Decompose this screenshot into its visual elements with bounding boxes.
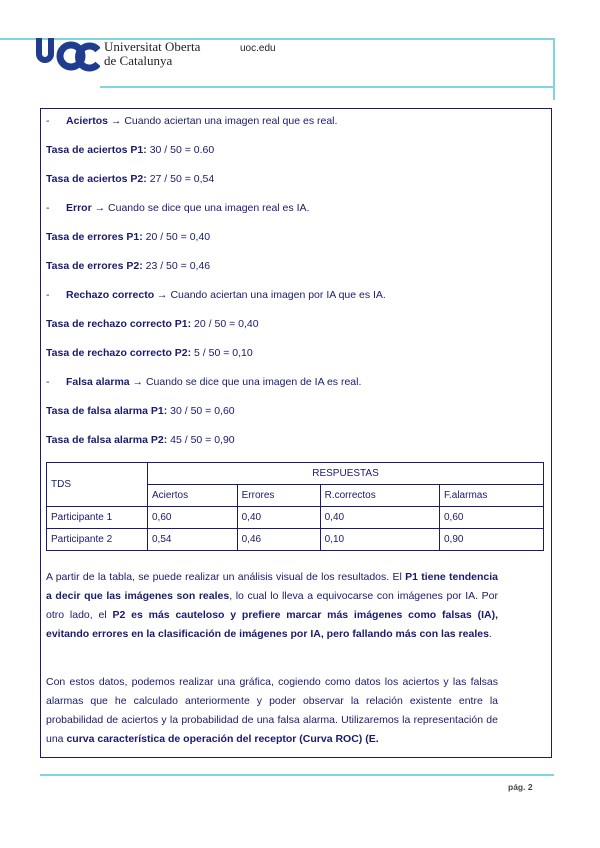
rate-value: 30 / 50 = 0,60 <box>167 405 235 417</box>
paragraph-text: . <box>488 628 492 640</box>
table-cell: 0,40 <box>237 507 320 529</box>
bullet-desc: → Cuando se dice que una imagen real es IA. <box>91 202 310 214</box>
table-cell: 0,46 <box>237 529 320 551</box>
bullet-rechazo: - Rechazo correcto → Cuando aciertan una imagen por IA que es IA. <box>46 289 386 301</box>
table-header-row <box>47 463 544 485</box>
rate-line <box>46 231 210 243</box>
rate-value: 20 / 50 = 0,40 <box>142 231 211 243</box>
website-link[interactable]: uoc.edu <box>240 43 276 54</box>
row-label: Participante 2 <box>47 529 148 551</box>
table-cell: 0,60 <box>148 507 238 529</box>
paragraph-text: , lo cual lo lleva a equivocarse con imágenes por IA. Por otro lado, el <box>46 590 499 621</box>
bullet-term: Error <box>66 202 92 214</box>
bullet-desc: → Cuando aciertan una imagen real que es real. <box>108 115 338 127</box>
bullet-term: Aciertos <box>66 115 109 127</box>
rate-label: Tasa de aciertos P2: <box>46 173 147 185</box>
table-cell: 0,10 <box>320 529 439 551</box>
rate-value: 23 / 50 = 0,46 <box>142 260 211 272</box>
rate-line <box>46 434 235 446</box>
rate-value: 27 / 50 = 0,54 <box>146 173 215 185</box>
rate-label: Tasa de errores P1: <box>46 231 143 243</box>
bullet-desc: → Cuando aciertan una imagen por IA que es IA. <box>154 289 386 301</box>
table-row <box>47 529 544 551</box>
column-header: R.correctos <box>320 485 439 507</box>
paragraph-text: A partir de la tabla, se puede realizar un análisis visual de los resultados. El <box>46 571 406 583</box>
rate-line <box>46 260 210 272</box>
results-table <box>46 462 544 551</box>
column-header: F.alarmas <box>440 485 544 507</box>
paragraph-bold: curva característica de operación del receptor (Curva ROC) (E. <box>66 733 379 745</box>
page-header <box>0 0 600 100</box>
paragraph-bold: P2 es más cauteloso y prefiere marcar más imágenes como falsas (IA), evitando errores en la clasificación de imágenes por IA, pero fallando más con las reales <box>46 609 498 640</box>
university-line-1: Universitat Oberta <box>104 39 201 54</box>
bullet-falsa-alarma: - Falsa alarma → Cuando se dice que una imagen de IA es real. <box>46 376 362 388</box>
page-number: pág. 2 <box>508 782 533 792</box>
table-cell: 0,60 <box>440 507 544 529</box>
rate-line <box>46 144 214 156</box>
rate-label: Tasa de falsa alarma P1: <box>46 405 168 417</box>
rate-line <box>46 347 253 359</box>
table-cell: 0,90 <box>440 529 544 551</box>
table-corner: TDS <box>47 463 148 507</box>
rate-line <box>46 318 259 330</box>
rate-line <box>46 173 214 185</box>
university-name <box>104 40 200 68</box>
rate-value: 45 / 50 = 0,90 <box>167 434 235 446</box>
bullet-desc: → Cuando se dice que una imagen de IA es real. <box>129 376 362 388</box>
rate-label: Tasa de errores P2: <box>46 260 143 272</box>
bullet-error: - Error → Cuando se dice que una imagen real es IA. <box>46 202 310 214</box>
header-rule-right <box>553 38 555 100</box>
paragraph-text: Con estos datos, podemos realizar una gráfica, cogiendo como datos los aciertos y las falsas alarmas que he calculado anteriormente y poder observar la relación existente entre la probabilidad de aciertos y la probabilidad de una falsa alarma. Utilizaremos la representación de una <box>46 676 498 745</box>
rate-value: 30 / 50 = 0.60 <box>146 144 215 156</box>
paragraph-bold: P1 tiene tendencia a decir que las imágenes son reales <box>46 571 498 602</box>
rate-value: 5 / 50 = 0,10 <box>191 347 253 359</box>
bullet-aciertos: - Aciertos → Cuando aciertan una imagen real que es real. <box>46 115 338 127</box>
table-row <box>47 507 544 529</box>
rate-line <box>46 405 235 417</box>
header-rule-bottom <box>100 86 555 88</box>
footer-rule <box>40 774 554 776</box>
bullet-term: Falsa alarma <box>66 376 130 388</box>
table-cell: 0,40 <box>320 507 439 529</box>
uoc-logo-icon <box>34 36 100 76</box>
row-label: Participante 1 <box>47 507 148 529</box>
rate-label: Tasa de falsa alarma P2: <box>46 434 168 446</box>
table-cell: 0,54 <box>148 529 238 551</box>
column-header: Errores <box>237 485 320 507</box>
rate-label: Tasa de aciertos P1: <box>46 144 147 156</box>
table-group-header: RESPUESTAS <box>148 463 544 485</box>
column-header: Aciertos <box>148 485 238 507</box>
university-line-2: de Catalunya <box>104 53 173 68</box>
rate-label: Tasa de rechazo correcto P1: <box>46 318 192 330</box>
rate-label: Tasa de rechazo correcto P2: <box>46 347 192 359</box>
rate-value: 20 / 50 = 0,40 <box>191 318 259 330</box>
analysis-paragraph <box>46 568 498 644</box>
roc-paragraph <box>46 673 498 749</box>
bullet-term: Rechazo correcto <box>66 289 155 301</box>
